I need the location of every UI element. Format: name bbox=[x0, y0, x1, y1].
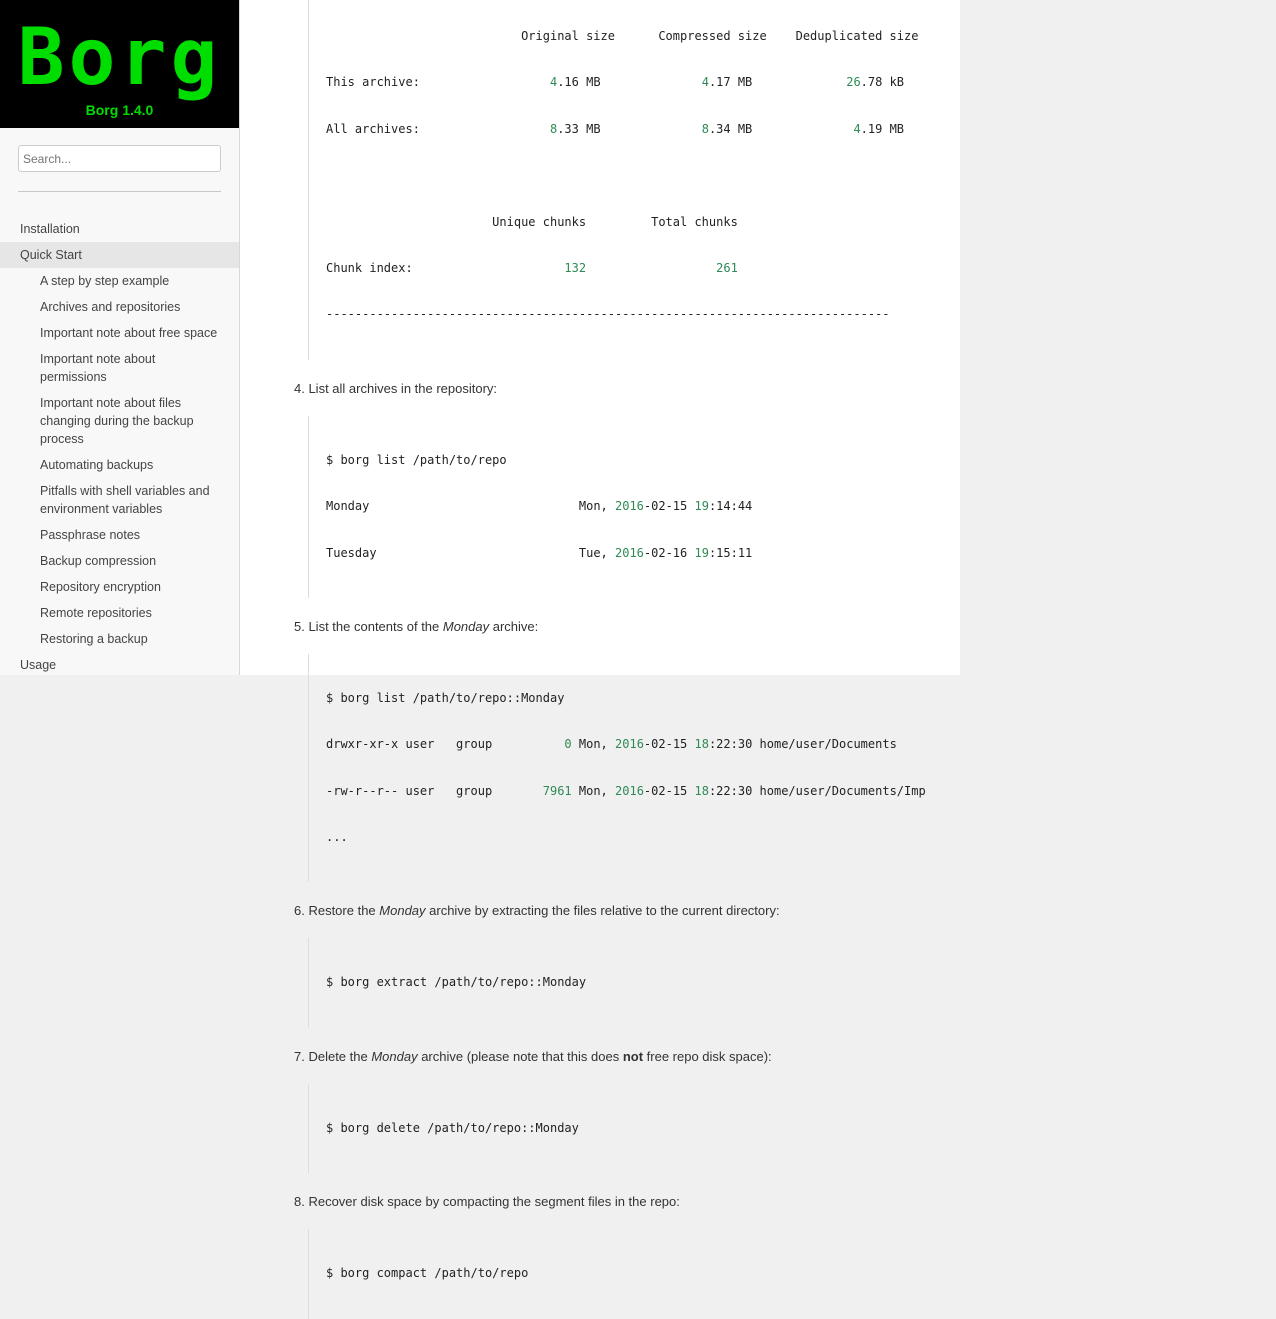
sidebar-item-remote-repositories[interactable]: Remote repositories bbox=[40, 606, 152, 620]
file-row: drwxr-xr-x user group 0 Mon, 2016-02-15 18:22:30 home/user/Documents bbox=[326, 737, 897, 752]
chunk-header: Unique chunks Total chunks bbox=[326, 214, 738, 229]
sidebar-item-usage[interactable]: Usage bbox=[20, 658, 57, 672]
sidebar-item-pitfalls-with-shell-variables-and-environment-variables[interactable]: Pitfalls with shell variables and environment variables bbox=[40, 484, 210, 516]
main-content bbox=[240, 0, 960, 1281]
sidebar-divider bbox=[18, 191, 221, 192]
sidebar-item-important-note-about-permissions[interactable]: Important note about permissions bbox=[40, 352, 156, 384]
sidebar-item-passphrase-notes[interactable]: Passphrase notes bbox=[40, 528, 141, 542]
stats-code-block bbox=[308, 0, 960, 360]
search-input[interactable] bbox=[18, 145, 221, 172]
sidebar-item-quick-start[interactable]: Quick Start bbox=[0, 242, 239, 268]
step-6-code: $ borg extract /path/to/repo::Monday bbox=[308, 938, 960, 1027]
step-7-text: 7. Delete the Monday archive (please note that this does not free repo disk space): bbox=[294, 1048, 772, 1064]
sidebar-item-repository-encryption[interactable]: Repository encryption bbox=[40, 580, 161, 594]
stats-dashes: ------------------------------------------------------------------------------ bbox=[326, 307, 890, 322]
version-label: Borg 1.4.0 bbox=[85, 102, 154, 118]
sidebar-item-backup-compression[interactable]: Backup compression bbox=[40, 554, 157, 568]
step-4-text: 4. List all archives in the repository: bbox=[294, 380, 498, 396]
search-area bbox=[0, 128, 239, 172]
sidebar-item-archives-and-repositories[interactable]: Archives and repositories bbox=[40, 300, 181, 314]
sidebar-nav bbox=[0, 216, 239, 678]
sidebar-item-a-step-by-step-example[interactable]: A step by step example bbox=[40, 274, 170, 288]
sidebar-item-installation[interactable]: Installation bbox=[20, 222, 80, 236]
step-5-code: $ borg list /path/to/repo::Monday drwxr-xr-x user group 0 Mon, 2016-02-15 18:22:30 home/user/Documents -rw-r--r-- user group 7961 Mon, 2016-02-15 18:22:30 home/user/Documents/Imp ... bbox=[308, 654, 960, 883]
step-8-code: $ borg compact /path/to/repo bbox=[308, 1229, 960, 1318]
step-7-code: $ borg delete /path/to/repo::Monday bbox=[308, 1084, 960, 1173]
step-4-code: $ borg list /path/to/repo Monday Mon, 2016-02-15 19:14:44 Tuesday Tue, 2016-02-16 19:15:11 bbox=[308, 416, 960, 598]
sidebar-item-automating-backups[interactable]: Automating backups bbox=[40, 458, 154, 472]
sidebar-item-restoring-a-backup[interactable]: Restoring a backup bbox=[40, 632, 148, 646]
archive-row-monday: Monday Mon, 2016-02-15 19:14:44 bbox=[326, 499, 753, 514]
logo-area[interactable] bbox=[0, 0, 239, 128]
step-6-text: 6. Restore the Monday archive by extracting the files relative to the current directory: bbox=[294, 903, 780, 919]
sidebar-item-important-note-about-files-changing-during-the-backup-process[interactable]: Important note about files changing during the backup process bbox=[40, 396, 194, 446]
stats-header: Original size Compressed size Deduplicated size bbox=[326, 29, 919, 43]
chunk-index: Chunk index: 132 261 bbox=[326, 260, 738, 275]
archive-row-tuesday: Tuesday Tue, 2016-02-16 19:15:11 bbox=[326, 545, 753, 560]
sidebar bbox=[0, 0, 240, 675]
stats-all-archives: All archives: 8.33 MB 8.34 MB 4.19 MB bbox=[326, 121, 905, 136]
sidebar-item-important-note-about-free-space[interactable]: Important note about free space bbox=[40, 326, 218, 340]
step-8-text: 8. Recover disk space by compacting the segment files in the repo: bbox=[294, 1194, 680, 1210]
stats-this-archive: This archive: 4.16 MB 4.17 MB 26.78 kB bbox=[326, 75, 905, 90]
file-row: -rw-r--r-- user group 7961 Mon, 2016-02-15 18:22:30 home/user/Documents/Imp bbox=[326, 783, 926, 798]
borg-logo[interactable]: Borg bbox=[17, 13, 222, 103]
step-5-text: 5. List the contents of the Monday archive: bbox=[294, 618, 539, 634]
